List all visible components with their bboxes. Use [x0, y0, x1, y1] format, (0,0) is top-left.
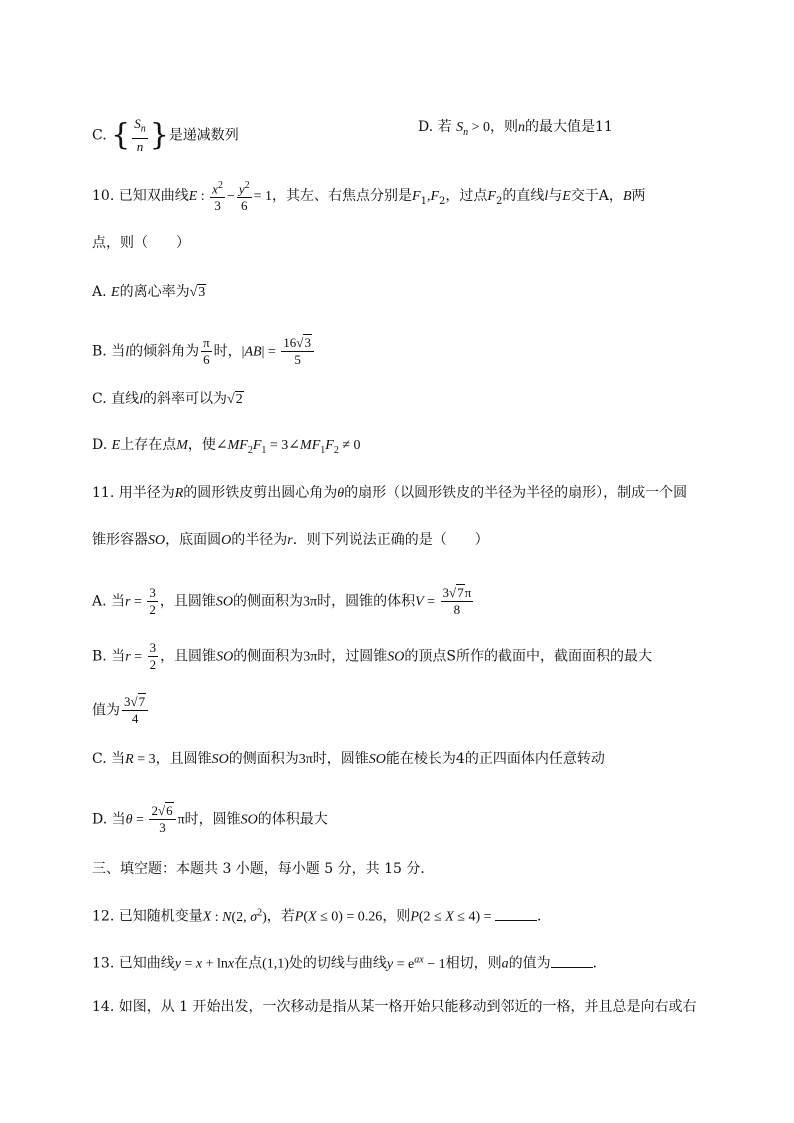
text: 的离心率为 [119, 284, 190, 300]
text: ，则 [382, 908, 411, 925]
math-fraction: $\frac{\pi}{6}$ [203, 335, 210, 367]
q11-stem: 11. 用半径为R的圆形铁皮剪出圆心角为θ的扇形（以圆形铁皮的半径为半径的扇形），制成一个圆 [92, 485, 688, 501]
text: 时，圆锥 [184, 811, 241, 828]
text: 的值为 [508, 955, 551, 972]
q11-option-a: A. 当r = $\frac{3}{2}$ ，且圆锥SO的侧面积为3π时，圆锥的体积V = $\frac{3√7\pi}{8}$ [92, 585, 472, 617]
text: 如图，从 1 开始出发，一次移动是指从某一格开始只能移动到邻近的一格，并且总是向右或右 [118, 999, 697, 1015]
text: 两 [631, 188, 646, 205]
q14 [92, 997, 697, 1017]
option-label: D. [92, 437, 108, 453]
math-fraction: $\frac{y^2}{6}$ [238, 180, 250, 214]
q11-option-c: C. 当R = 3，且圆锥SO的侧面积为3π时，圆锥SO能在棱长为4的正四面体内任意转动 [92, 751, 605, 767]
text: ，过点 [445, 188, 488, 205]
math-fraction: $\frac{3}{2}$ [149, 640, 157, 672]
text: 交于A， [570, 188, 623, 205]
q11-option-d: D. 当θ = $\frac{2√6}{3}$ π时，圆锥SO的体积最大 [92, 803, 328, 835]
q9-option-d: D. 若 $S_n > 0$，则n的最大值是11 [418, 119, 613, 138]
math-fraction: $\frac{S_n}{n}$ [134, 116, 146, 154]
text: 的最大值是11 [525, 119, 613, 135]
text: 的倾斜角为 [129, 343, 200, 360]
text: 时， [213, 343, 242, 360]
option-label: B. [92, 648, 107, 665]
text: ，且圆锥 [159, 593, 216, 610]
question-number: 13. [92, 955, 115, 972]
q10-option-b: B. 当l的倾斜角为 $\frac{\pi}{6}$ 时，|AB| = $\frac{16√3}{5}$ [92, 335, 316, 368]
math-fraction: $\frac{x^2}{3}$ [212, 180, 223, 214]
text: ，且圆锥 [160, 648, 217, 665]
text: ，则 [490, 119, 518, 135]
text: 的侧面积为 [228, 751, 299, 767]
text: 直线 [111, 391, 140, 407]
answer-blank[interactable] [551, 953, 593, 968]
q10-option-c: C. 直线l的斜率可以为√2 [92, 391, 243, 407]
q10-option-d: D. E上存在点M，使$\angle MF_2F_1$ = $3\angle MF_1F_2 \ne 0$ [92, 437, 361, 456]
text: ，其左、右焦点分别是 [272, 188, 413, 205]
text: 的扇形（以圆形铁皮的半径为半径的扇形），制成一个圆 [344, 485, 688, 501]
section-heading [92, 859, 434, 879]
option-label: C. [92, 391, 107, 407]
text: 时，圆锥的体积 [317, 593, 416, 610]
option-label: C. [92, 127, 107, 144]
option-label: A. [92, 593, 107, 610]
text: 的半径为 [231, 532, 288, 548]
q9-option-c: C. { $\frac{S_n}{n}$ }是递减数列 [92, 116, 239, 154]
option-label: C. [92, 751, 107, 767]
text: 的斜率可以为 [143, 391, 228, 407]
question-number: 11. [92, 485, 115, 501]
text: 已知曲线 [118, 955, 175, 972]
text: ，若 [266, 908, 295, 925]
option-label: D. [92, 811, 108, 828]
text: 的直线 [502, 188, 545, 205]
text: 在点 [234, 955, 263, 972]
question-number: 10. [92, 188, 115, 205]
text: 锥形容器 [92, 532, 148, 548]
math-fraction: $\frac{16√3}{5}$ [281, 335, 314, 368]
text: 时，过圆锥 [317, 648, 388, 665]
option-label: B. [92, 343, 107, 360]
option-label: D. [418, 119, 434, 135]
question-number: 12. [92, 908, 115, 925]
text: ，底面圆 [165, 532, 222, 548]
text: ． [537, 908, 552, 925]
q11-stem-cont: 锥形容器SO，底面圆O的半径为r．则下列说法正确的是（ ） [92, 532, 489, 548]
q11-option-b: B. 当r = $\frac{3}{2}$ ，且圆锥SO的侧面积为3π时，过圆锥SO的顶点S所作的截面中，截面面积的最大 [92, 640, 652, 672]
text: 的侧面积为 [233, 648, 304, 665]
text: ．则下列说法正确的是（ ） [292, 532, 489, 548]
text: 已知双曲线 [118, 188, 189, 205]
text: 与 [548, 188, 563, 205]
text: 当 [111, 343, 126, 360]
text: 上存在点 [120, 437, 177, 453]
text: ，使 [187, 437, 216, 453]
q10-stem-cont [92, 233, 190, 253]
text: 的圆形铁皮剪出圆心角为 [183, 485, 338, 501]
text: 已知随机变量 [118, 908, 203, 925]
q10-option-a: A. E的离心率为√3 [92, 284, 206, 300]
text: 能在棱长为4的正四面体内任意转动 [385, 751, 605, 767]
text: 点，则（ ） [92, 235, 190, 251]
math-fraction: $\frac{3√7}{4}$ [122, 694, 148, 727]
text: 的顶点S所作的截面中，截面面积的最大 [404, 648, 652, 665]
text: 相切，则 [445, 955, 502, 972]
math-fraction: $\frac{3√7\pi}{8}$ [442, 585, 472, 617]
question-number: 14. [92, 999, 115, 1015]
math-fraction: $\frac{2√6}{3}$ [149, 803, 175, 836]
q13: 13. 已知曲线y = x + lnx在点(1,1)处的切线与曲线$y = e^{ax} - 1$相切，则a的值为 ． [92, 954, 607, 972]
math-fraction: $\frac{3}{2}$ [149, 585, 156, 617]
option-text: 是递减数列 [168, 127, 239, 144]
text: 值为 [92, 702, 120, 719]
text: 用半径为 [118, 485, 175, 501]
q12: 12. 已知随机变量X : N(2, $\sigma^2$)，若P(X ≤ 0) = 0.26，则P(2 ≤ X ≤ 4) = ． [92, 907, 552, 925]
text: ． [592, 955, 607, 972]
text: 当 [111, 751, 126, 767]
text: 三、填空题：本题共 3 小题，每小题 5 分，共 15 分． [92, 861, 435, 877]
text: 处的切线与曲线 [288, 955, 387, 972]
text: 的侧面积为 [233, 593, 303, 610]
option-label: A. [92, 284, 107, 300]
text: 当 [111, 811, 126, 828]
q11-option-b-cont [92, 694, 150, 727]
text: 若 [437, 119, 452, 135]
text: 当 [111, 648, 126, 665]
text: 当 [111, 593, 126, 610]
answer-blank[interactable] [495, 906, 537, 921]
text: 时，圆锥 [312, 751, 369, 767]
text: ，且圆锥 [155, 751, 212, 767]
text: 的体积最大 [257, 811, 328, 828]
q10-stem: 10. 已知双曲线E : $\frac{x^2}{3}$ − $\frac{y^2}{6}$ = 1，其左、右焦点分别是$F_1,F_2$，过点$F_2$的直线l与E交于A，B两 [92, 180, 646, 214]
